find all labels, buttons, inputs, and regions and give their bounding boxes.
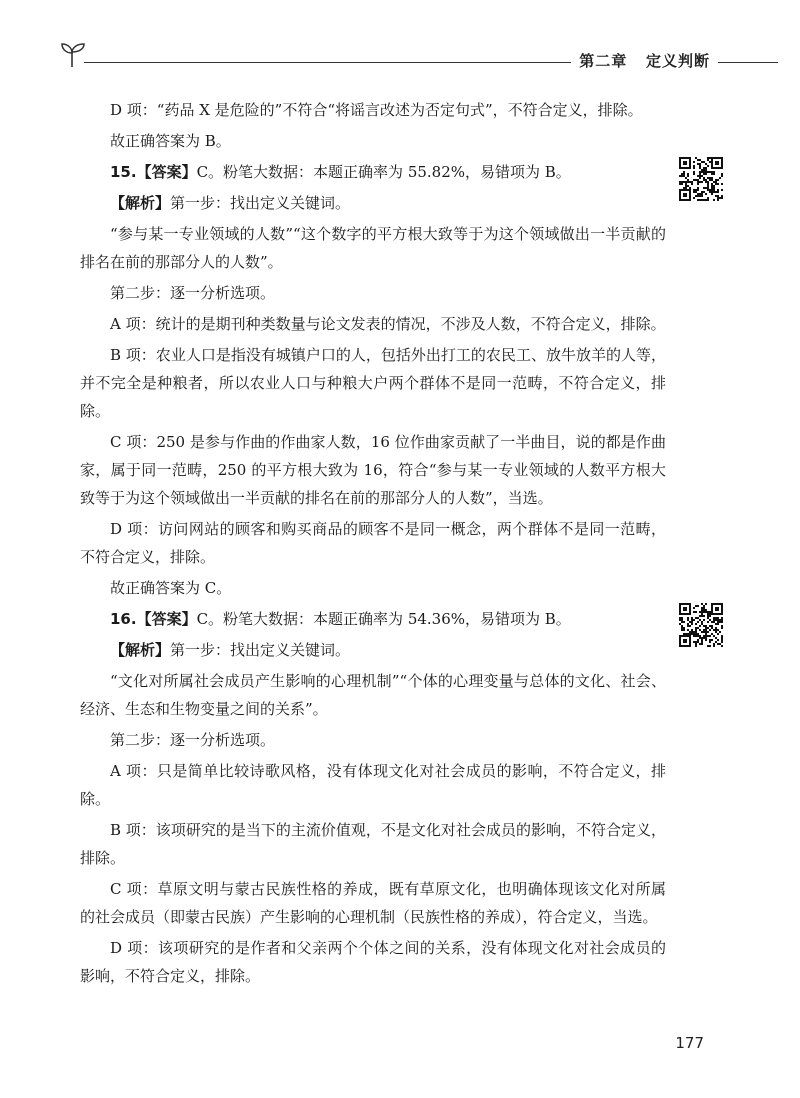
answer-label: 16.【答案】 [110,610,197,628]
paragraph-text: D 项：访问网站的顾客和购买商品的顾客不是同一概念，两个群体不是同一范畴，不符合定义，排除。 [80,520,666,566]
paragraph-text: A 项：统计的是期刊种类数量与论文发表的情况，不涉及人数，不符合定义，排除。 [110,315,666,333]
paragraph [80,220,666,276]
paragraph [80,428,666,512]
paragraph [80,574,666,602]
paragraph-text: 第一步：找出定义关键词。 [170,641,351,659]
qr-code-icon[interactable] [678,602,724,648]
paragraph [80,636,666,664]
paragraph-text: 故正确答案为 B。 [110,132,231,150]
paragraph-text: D 项：该项研究的是作者和父亲两个个体之间的关系，没有体现文化对社会成员的影响，不符合定义，排除。 [80,939,666,985]
paragraph [80,667,666,723]
paragraph-text: A 项：只是简单比较诗歌风格，没有体现文化对社会成员的影响，不符合定义，排除。 [80,762,666,808]
paragraph [80,127,666,155]
answer-label: 【解析】 [110,194,171,212]
paragraph-text: “参与某一专业领域的人数”“这个数字的平方根大致等于为这个领域做出一半贡献的排名在前的那部分人的人数”。 [80,225,666,271]
answer-explanations [80,96,666,993]
answer-label: 【解析】 [110,641,171,659]
paragraph [80,341,666,425]
paragraph-text: 故正确答案为 C。 [110,579,232,597]
paragraph [80,310,666,338]
paragraph-text: 第二步：逐一分析选项。 [110,731,276,749]
paragraph-text: B 项：该项研究的是当下的主流价值观，不是文化对社会成员的影响，不符合定义，排除。 [80,821,666,867]
paragraph [80,279,666,307]
paragraph-text: D 项：“药品 X 是危险的”不符合“将谣言改述为否定句式”，不符合定义，排除。 [110,101,643,119]
section-title: 定义判断 [645,52,710,70]
paragraph-text: “文化对所属社会成员产生影响的心理机制”“个体的心理变量与总体的文化、社会、经济、生态和生物变量之间的关系”。 [80,672,666,718]
paragraph [80,934,666,990]
chapter-number: 第二章 [579,52,628,70]
paragraph-text: C。粉笔大数据：本题正确率为 55.82%，易错项为 B。 [196,163,571,181]
paragraph-text: C。粉笔大数据：本题正确率为 54.36%，易错项为 B。 [196,610,571,628]
chapter-heading [571,50,718,71]
paragraph [80,757,666,813]
paragraph-text: 第二步：逐一分析选项。 [110,284,276,302]
paragraph [80,875,666,931]
paragraph [80,158,666,186]
paragraph [80,816,666,872]
paragraph [80,189,666,217]
qr-code-icon[interactable] [678,156,724,202]
paragraph-text: 第一步：找出定义关键词。 [170,194,351,212]
paragraph [80,96,666,124]
paragraph [80,605,666,633]
page-number: 177 [675,1034,704,1052]
answer-label: 15.【答案】 [110,163,197,181]
paragraph-text: C 项：250 是参与作曲的作曲家人数，16 位作曲家贡献了一半曲目，说的都是作曲家，属于同一范畴，250 的平方根大致为 16，符合“参与某一专业领域的人数平方根大致等于为这个领域做出一半贡献的排名在前的那部分人的人数”，当选。 [80,433,666,507]
paragraph [80,726,666,754]
paragraph-text: C 项：草原文明与蒙古民族性格的养成，既有草原文化，也明确体现该文化对所属的社会成员（即蒙古民族）产生影响的心理机制（民族性格的养成），符合定义，当选。 [80,880,666,926]
paragraph [80,515,666,571]
page-header [58,40,778,74]
sprout-icon [58,40,88,70]
paragraph-text: B 项：农业人口是指没有城镇户口的人，包括外出打工的农民工、放牛放羊的人等，并不完全是种粮者，所以农业人口与种粮大户两个群体不是同一范畴，不符合定义，排除。 [80,346,666,420]
